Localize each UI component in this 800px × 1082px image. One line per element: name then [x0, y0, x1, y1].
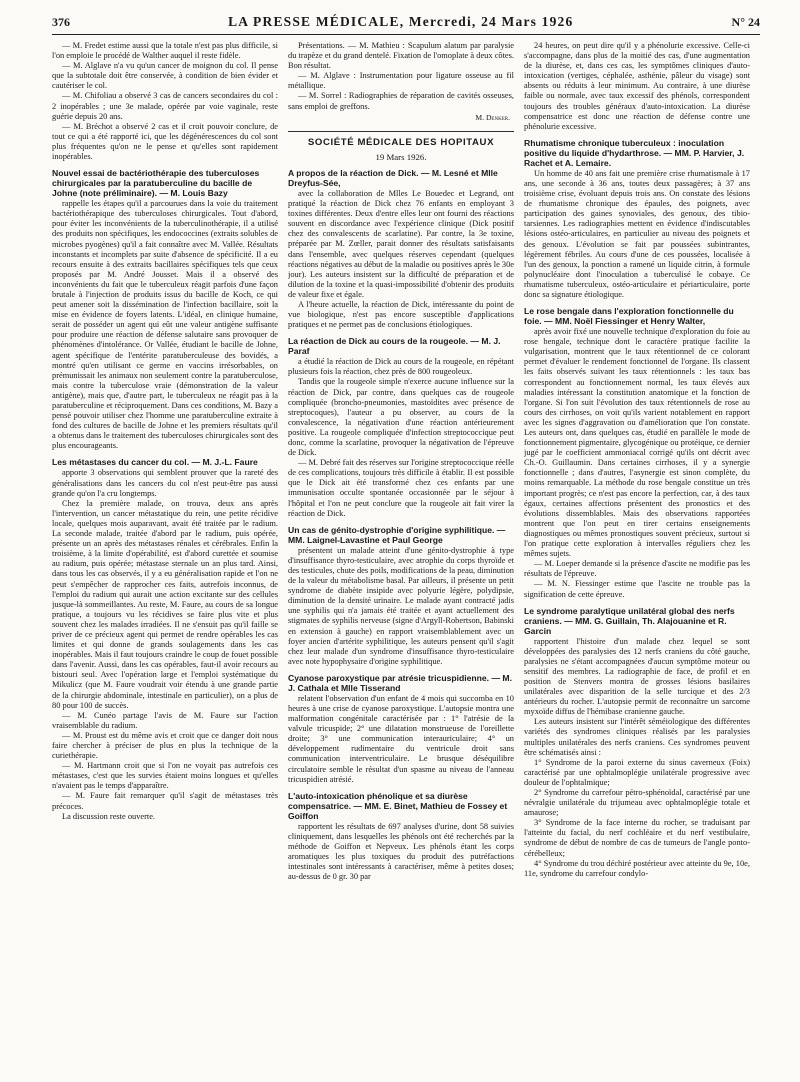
- paragraph: — M. Alglave n'a vu qu'un cancer de moignon du col. Il pense que la subtotale doit être conservée, à condition de bien évider et cautériser le col.: [52, 61, 278, 91]
- paragraph: — M. Proust est du même avis et croit que ce danger doit nous faire chercher à préciser de plus en plus la technique de la curiethérapie.: [52, 730, 278, 761]
- article-heading: La réaction de Dick au cours de la rougeole. — M. J. Paraf: [288, 336, 501, 357]
- paragraph: relatent l'observation d'un enfant de 4 mois qui succomba en 10 heures à une crise de cyanose paroxystique. L'autopsie montra une malformation congénitale caractérisée par : 1° l'atrésie de la valvule tricuspide; 2° une dilatation monstrueuse de l'oreillette droite; 3° une communication interauriculaire; 4° un développement rudimentaire du ventricule droit sans communication interventriculaire. Le brusque déséquilibre circulatoire semble le résultat d'un spasme au niveau de l'anneau tricuspidien atrésié.: [288, 693, 514, 784]
- paragraph: rapportent les résultats de 697 analyses d'urine, dont 58 suivies cliniquement, dans lesquelles les phénols ont été recherchés par la méthode de Goiffon et Nepveux. Les phénols étant les corps aromatiques les plus toxiques du produit des putréfactions intestinales sont intéressants à caractériser, même à petites doses; au-dessus de 0 gr. 30 par: [288, 821, 514, 882]
- signature: M. Denker.: [475, 112, 510, 122]
- column-3: [524, 41, 750, 1081]
- paragraph: — M. Bréchot a observé 2 cas et il croit pouvoir conclure, de tout ce qui a été rapporté ici, que les dégénérescences du col sont plus fréquentes qu'on ne le pense et qu'elles sont rapidement inopérables.: [52, 121, 278, 162]
- paragraph: rappelle les étapes qu'il a parcourues dans la voie du traitement bactériothérapique des tuberculoses chirurgicales. Tout d'abord, pour éviter les inconvénients de la tuberculinothérapie, il a utilisé des produits non spécifiques, les endococcines (extraits solubles de microbes pyogènes) qu'il a fait connaître avec M. Vallée. Résultats inconstants et incomplets par suite d'absence de spécificité. Il a eu recours ensuite à des extraits bacillaires spécifiques tels que ceux proposés par M. André Jousset. Mais il a observé des inconvénients du fait que le tuberculeux réagit parfois d'une façon brutale à l'injection de produits issus du bacille de Koch, ce qui peut amener soit la dissémination de l'infection bacillaire, soit la mise en évidence de foyers latents. L'idéal, en clinique humaine, serait de posséder un agent qui eût une valeur antigène suffisante pour produire une réaction de défense salutaire sans provoquer de phénomènes d'intolérance. Or Vallée, étudiant le bacille de Johne, agent spécifique de l'entérite paratuberculeuse des bovidés, a montré qu'en utilisant ce germe en vaccins irrésorbables, on prémunissait les animaux non seulement contre la paratuberculose, mais contre la tuberculose vraie (démonstration de la valeur antigène), mais que, d'autre part, le tuberculeux ne réagit pas à la paratuberculine et réciproquement. Dans ces conditions, M. Bazy a pensé pouvoir utiliser chez l'homme une paratuberculine extraite à fond des cultures de bacille de Johne et les premiers résultats qu'il a obtenus dans le traitement des tuberculoses chirurgicales sont des plus encourageants.: [52, 199, 278, 451]
- paragraph: avec la collaboration de Mlles Le Bouedec et Legrand, ont pratiqué la réaction de Dick chez 76 enfants en employant 3 toxines différentes. Deux d'entre elles leur ont fourni des réactions souvent en discordance avec l'expérience clinique (Dick positif chez des convalescents de scarlatine). Par contre, la 3e toxine, préparée par M. Zœller, parait donner des résultats satisfaisants dans l'ensemble, avec quelques réserves cependant (quelques réactions négatives au début de la maladie ou positives après le 30e jour). Les auteurs insistent sur la difficulté de préparation et de dilution de la toxine et la quasi-impossibilité d'obtenir des produits de valeur fixe et égale.: [288, 188, 514, 299]
- paragraph: 1° Syndrome de la paroi externe du sinus caverneux (Foix) caractérisé par une ophtalmoplégie unilatérale progressive avec douleur de l'ophtalmique;: [524, 757, 750, 787]
- paragraph: rapportent l'histoire d'un malade chez lequel se sont développées des paralysies des 12 nerfs craniens du côté gauche, paralysies ne s'étant accompagnées d'aucun symptôme moteur ou sensitif des membres. La radiographie de face, de profil et en position de Stenvers montra de grosses lésions basilaires unilatérales avec disparition de la selle turcique et des 2/3 antérieurs du rocher. L'autopsie permit de reconnaître un sarcome myxoïde diffus de l'hémibase cranienne gauche.: [524, 636, 750, 717]
- page-header: [52, 14, 760, 35]
- paragraph: 4° Syndrome du trou déchiré postérieur avec atteinte du 9e, 10e, 11e, syndrome du carrefour condylo-: [524, 858, 750, 878]
- paragraph: — M. Alglave : Instrumentation pour ligature osseuse au fil métallique.: [288, 71, 514, 91]
- section-date: 19 Mars 1926.: [375, 151, 427, 162]
- column-2: [288, 41, 514, 1081]
- article-heading: Nouvel essai de bactériothérapie des tuberculoses chirurgicales par la paratuberculine du bacille de Johne (note préliminaire). — M. Louis Bazy: [52, 168, 260, 199]
- paragraph: — M. Cunéo partage l'avis de M. Faure sur l'action vraisemblable du radium.: [52, 710, 278, 730]
- paragraph: Les auteurs insistent sur l'intérêt séméiologique des différentes variétés des syndromes cliniques réalisés par les paralysies multiples unilatérales des nerfs craniens. Ces syndromes peuvent être schématisés ainsi :: [524, 717, 750, 757]
- paragraph: apporte 3 observations qui semblent prouver que la rareté des généralisations dans les cancers du col n'est peut-être pas aussi grande qu'on l'a cru longtemps.: [52, 468, 278, 498]
- article-heading: Le rose bengale dans l'exploration fonctionnelle du foie. — MM. Noël Fiessinger et Henry Walter,: [524, 306, 734, 327]
- paragraph: — M. N. Fiessinger estime que l'ascite ne trouble pas la signification de cette épreuve.: [524, 579, 750, 599]
- section-title: SOCIÉTÉ MÉDICALE DES HOPITAUX: [288, 131, 514, 148]
- paragraph: — M. Hartmann croit que si l'on ne voyait pas autrefois ces métastases, c'est que les survies étaient moins longues et qu'elles n'avaient pas le temps d'apparaître.: [52, 761, 278, 791]
- page-number: 376: [52, 15, 70, 29]
- article-heading: Le syndrome paralytique unilatéral global des nerfs craniens. — MM. G. Guillain, Th. Alajouanine et R. Garcin: [524, 605, 735, 636]
- paragraph: 3° Syndrome de la face interne du rocher, se traduisant par l'atteinte du facial, du nerf cochléaire et du nerf vestibulaire, syndrome de début de nombre de cas de tumeurs de l'angle ponto-cérébelleux;: [524, 818, 750, 858]
- paragraph: a étudié la réaction de Dick au cours de la rougeole, en répétant plusieurs fois la réaction, chez près de 800 rougeoleux.: [288, 357, 514, 377]
- article-heading: Rhumatisme chronique tuberculeux : inoculation positive du liquide d'hydarthrose. — MM. P. Harvier, J. Rachet et A. Lemaire.: [524, 137, 745, 168]
- paragraph: Tandis que la rougeole simple n'exerce aucune influence sur la réaction de Dick, par contre, dans quelques cas de rougeole compliquée (broncho-pneumonies, mastoïdites avec présence de streptocoques), l'auteur a pu observer, au cours de la convalescence, la négativation d'une réaction antérieurement positive. La rougeole compliquée d'infection streptococcique peut donc, comme la scarlatine, provoquer la négativation de l'épreuve de Dick.: [288, 377, 514, 458]
- article-heading: L'auto-intoxication phénolique et sa diurèse compensatrice. — MM. E. Binet, Mathieu de Fossey et Goiffon: [288, 790, 508, 821]
- article-heading: A propos de la réaction de Dick. — M. Lesné et Mlle Dreyfus-Sée,: [288, 167, 498, 188]
- issue-number: N° 24: [731, 15, 760, 29]
- paragraph: Présentations. — M. Mathieu : Scapulum alatum par paralysie du trapèze et du grand dentelé. Fixation de l'omoplate à deux côtes. Bon résultat.: [288, 41, 514, 71]
- columns: [52, 41, 760, 1081]
- paragraph: — M. Debré fait des réserves sur l'origine streptococcique réelle de ces complications, toujours très difficile à établir. Il est possible que le Dick ait été transformé chez ces enfants par une immunisation occulte spontanée occasionnée par le séjour à l'hôpital et l'on ne peut conclure que la rougeole ait fait virer la réaction de Dick.: [288, 458, 514, 518]
- paragraph: 2° Syndrome du carrefour pétro-sphénoïdal, caractérisé par une névralgie unilatérale du trijumeau avec ophtalmoplégie totale et amaurose;: [524, 788, 750, 818]
- paragraph: Chez la première malade, on trouva, deux ans après l'intervention, un cancer métastatique du rein, une petite récidive locale, quelques mois auparavant, avait été traitée par le radium. La seconde malade, traitée d'abord par le radium, puis opérée, présente un an après des métastases rénales et cérébrales. Enfin la troisième, à la limite d'opérabilité, est d'abord curettée et soumise au radium, puis opérée; métastase sternale un an plus tard. Ainsi, dans tous les cas observés, il y a eu généralisation rapide et l'on ne peut s'empêcher de rapprocher ces faits, autrefois inconnus, de l'emploi du radium qui aurait une action excitante sur des cellules jusque-là sommeillantes. Au reste, M. Faure, au cours de sa longue pratique, a toujours vu les récidives se faire plus vite et plus souvent chez les malades irradiées. Il ne s'ensuit pas qu'il faille se priver de ce précieux agent qui permet de rendre opérables les cas limites et qui donne de grands soulagements dans les cas inopérables. Mais il faut toujours craindre le coup de fouet possible dans l'avenir. Aussi, dans les cas opérables, faut-il avoir recours au bistouri seul. Avec l'opération large et l'emploi systématique du Mikulicz (que M. Faure voudrait voir étendu à une grande partie de la chirurgie abdominale, intestinale en particulier), on a plus de 80 pour 100 de succès.: [52, 498, 278, 710]
- paragraph: 24 heures, on peut dire qu'il y a phénolurie excessive. Celle-ci s'accompagne, dans plus de la moitié des cas, d'une augmentation de la diurèse, et, dans ces cas, les symptômes cliniques d'auto-intoxication (vertiges, céphalée, asthénie, pâleur du visage) sont absents ou réduits à leur minimum. Au contraire, à une diurèse faible ou normale, avec taux excessif des phénols, correspondent toujours des troubles généraux d'auto-intoxication. La diurèse compensatrice est donc une réaction de défense contre une phénolurie excessive.: [524, 41, 750, 131]
- paragraph: A l'heure actuelle, la réaction de Dick, intéressante du point de vue biologique, n'est pas encore susceptible d'applications pratiques et ne permet pas de conclusions étiologiques.: [288, 299, 514, 330]
- paragraph: après avoir fixé une nouvelle technique d'exploration du foie au rose bengale, technique dont le caractère pratique facilite la vulgarisation, montrent que le taux rétentionnel de ce colorant permet d'évaluer le rendement fonctionnel de l'organe. Ils classent les faits observés suivant les taux rétentionnels : les taux bas correspondent au fonctionnement normal, les taux élevés aux maladies intéressant la constitution anatomique et la fonction de l'organe. Si l'on suit l'évolution des taux rétentionnels de rose au cours des cirrhoses, on voit qu'ils varient notablement en rapport avec les signes d'aggravation ou d'amélioration que l'on constate. Les auteurs ont, dans quelques cas, étudié en parallèle le mode de fonctionnement pigmentaire, glycogénique ou protéique, ce dernier jugé par le coefficient ammoniacal corrigé qu'ils ont décrit avec Ch.-O. Guillaumin. Dans certaines cirrhoses, il y a synergie fonctionnelle ; dans d'autres, l'asynergie est sinon complète, du moins remarquable. La méthode du rose bengale constitue un très important progrès; ce n'est pas encore la perfection, car, à des taux égaux, certaines affections présentent des pronostics et des évolutions dissemblables. Mais des observations rapportées montrent que l'on peut en tirer certains enseignements diagnostiques ou mêmes pronostiques souvent précieux, surtout si l'on pratique cette exploration à intervalles réguliers chez les mêmes sujets.: [524, 327, 750, 559]
- paragraph: Un homme de 40 ans fait une première crise rhumatismale à 17 ans, une seconde à 36 ans, toutes deux passagères; à 37 ans troisième crise, évoluant depuis trois ans. On constate des lésions de rhumatisme chronique des épaules, des poignets, avec participation des gaines synoviales, des genoux, des tibio-tarsiennes. Les radiographies mettent en évidence d'indiscutables lésions ostéo-articulaires, en particulier au niveau des poignets et des genoux. L'évolution se fait par poussées subintrantes, légèrement fébriles. Au cours d'une de ces poussées, localisée à l'un des genoux, la ponction a ramené un liquide citrin, à formule polynucléaire dont l'inoculation a tuberculisé le cobaye. Ce rhumatisme tuberculeux, ostéo-articulaire et périarticulaire, porte donc sa signature étiologique.: [524, 168, 750, 299]
- article-heading: Les métastases du cancer du col. — M. J.-L. Faure: [52, 457, 258, 468]
- paragraph: — M. Faure fait remarquer qu'il s'agit de métastases très précoces.: [52, 791, 278, 811]
- paragraph: — M. Sorrel : Radiographies de réparation de cavités osseuses, sans emploi de greffons.: [288, 91, 514, 111]
- publication-title: LA PRESSE MÉDICALE, Mercredi, 24 Mars 1926: [228, 14, 574, 29]
- article-heading: Un cas de génito-dystrophie d'origine syphilitique. — MM. Laignel-Lavastine et Paul George: [288, 524, 506, 545]
- paragraph: La discussion reste ouverte.: [62, 811, 156, 821]
- article-heading: Cyanose paroxystique par atrésie tricuspidienne. — M. J. Cathala et Mlle Tisserand: [288, 672, 512, 693]
- column-1: [52, 41, 278, 1081]
- paragraph: — M. Fredet estime aussi que la totale n'est pas plus difficile, si l'on emploie le procédé de Walther auquel il reste fidèle.: [52, 41, 278, 61]
- paragraph: — M. Loeper demande si la présence d'ascite ne modifie pas les résultats de l'épreuve.: [524, 559, 750, 579]
- paragraph: — M. Chifoliau a observé 3 cas de cancers secondaires du col : 2 inopérables ; une 3e malade, opérée par voie vaginale, reste guérie depuis 20 ans.: [52, 91, 278, 121]
- paragraph: présentent un malade atteint d'une génito-dystrophie à type d'insuffisance thyro-testiculaire, avec atrophie du corps thyroïde et des testicules, chute des poils, modifications de la peau, diminution de la valeur du métabolisme basal. Par ailleurs, il présente un petit syndrome de diabète insipide avec polyurie légère, polydipsie, diminution de la densité urinaire. Le malade ayant contracté jadis une syphilis qui n'a jamais été traitée et ayant actuellement des stigmates de syphilis nerveuse (signe d'Argyll-Robertson, Babinski en extension à gauche) en rapport vraisemblablement avec un foyer ancien d'artérite syphilitique, les auteurs pensent qu'il s'agit chez leur malade d'un syndrome d'insuffisance thyro-testiculaire avec note hypophysaire d'origine syphilitique.: [288, 545, 514, 666]
